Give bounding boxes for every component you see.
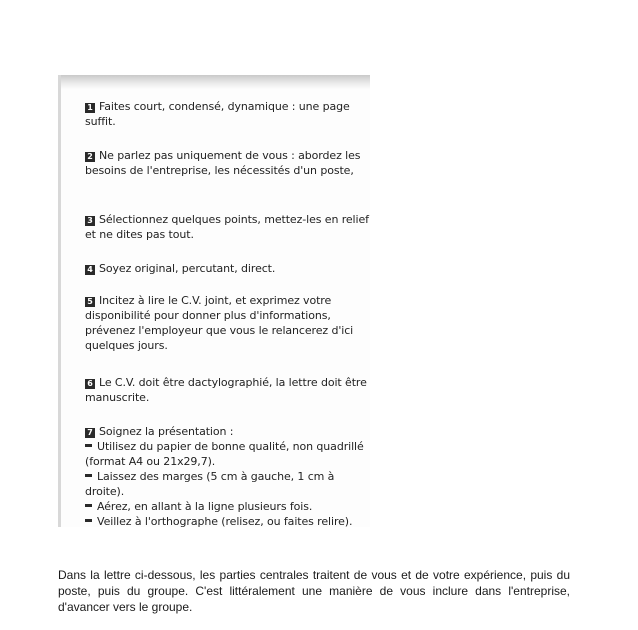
dash-bullet-icon — [85, 474, 92, 477]
tip-text: Faites court, condensé, dynamique : une page suffit. — [85, 100, 350, 128]
tip-number-badge: 1 — [85, 103, 95, 113]
scan-top-shadow — [58, 75, 370, 89]
tip-3 — [85, 212, 369, 242]
tip-6 — [85, 375, 369, 405]
scan-left-shadow — [58, 75, 61, 527]
tip-2 — [85, 148, 369, 178]
dash-bullet-icon — [85, 504, 92, 507]
bullet-item — [85, 439, 369, 469]
tip-1 — [85, 99, 369, 129]
dash-bullet-icon — [85, 444, 92, 447]
tip-5 — [85, 293, 369, 353]
caption-paragraph: Dans la lettre ci-dessous, les parties centrales traitent de vous et de votre expérience, puis du poste, puis du groupe. C'est littéralement une manière de vous inclure dans l'entreprise, d'avancer vers le groupe. — [58, 568, 570, 614]
bullet-item — [85, 469, 369, 499]
tip-text: Soyez original, percutant, direct. — [99, 262, 276, 275]
tip-number-badge: 6 — [85, 379, 95, 389]
bullet-text: Aérez, en allant à la ligne plusieurs fois. — [97, 500, 313, 513]
dash-bullet-icon — [85, 519, 92, 522]
tip-number-badge: 7 — [85, 428, 95, 438]
tip-number-badge: 3 — [85, 216, 95, 226]
tip-text: Sélectionnez quelques points, mettez-les en relief et ne dites pas tout. — [85, 213, 369, 241]
bullet-text: Veillez à l'orthographe (relisez, ou faites relire). — [97, 515, 353, 527]
bullet-item — [85, 499, 369, 514]
scanned-tips-image — [58, 75, 370, 527]
tip-number-badge: 5 — [85, 297, 95, 307]
tip-text: Le C.V. doit être dactylographié, la lettre doit être manuscrite. — [85, 376, 367, 404]
tip-7 — [85, 424, 369, 527]
tip-4 — [85, 261, 369, 276]
tip-text: Ne parlez pas uniquement de vous : abordez les besoins de l'entreprise, les nécessités d'un poste, — [85, 149, 361, 177]
bullet-text: Utilisez du papier de bonne qualité, non quadrillé (format A4 ou 21x29,7). — [85, 440, 364, 468]
bullet-item — [85, 514, 369, 527]
bullet-text: Laissez des marges (5 cm à gauche, 1 cm à droite). — [85, 470, 335, 498]
tip-number-badge: 4 — [85, 265, 95, 275]
tip-text: Soignez la présentation : — [99, 425, 234, 438]
tip-text: Incitez à lire le C.V. joint, et exprimez votre disponibilité pour donner plus d'informations, prévenez l'employeur que vous le relancerez d'ici quelques jours. — [85, 294, 354, 352]
tip-number-badge: 2 — [85, 152, 95, 162]
